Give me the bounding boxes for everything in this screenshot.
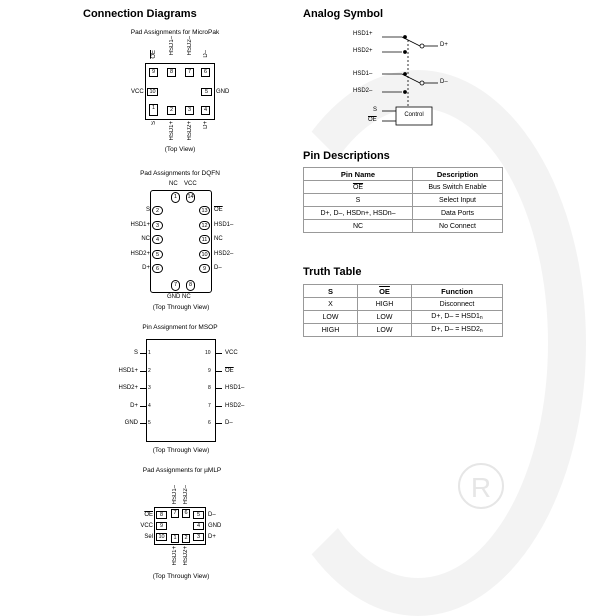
msop-lead-1 <box>140 353 146 354</box>
micropak-pin-4: 4 <box>201 106 210 115</box>
micropak-label-7: HSD2– <box>187 36 193 56</box>
micropak-pin-2: 2 <box>167 106 176 115</box>
dqfn-pin-7: 7 <box>171 280 180 291</box>
msop-pin-8: 8 <box>208 385 211 391</box>
dqfn-pin-5: 5 <box>152 250 163 259</box>
analog-hsd1m-label: HSD1– <box>353 71 373 77</box>
truth-function-header: Function <box>412 285 503 298</box>
msop-pin-2: 2 <box>148 367 151 374</box>
dqfn-caption: Pad Assignments for DQFN <box>140 170 220 177</box>
umlp-pin-6: 6 <box>182 509 190 518</box>
msop-pin-3: 3 <box>148 385 151 391</box>
micropak-pin-3: 3 <box>185 106 194 115</box>
registered-mark-icon: R <box>458 463 504 509</box>
umlp-caption: Pad Assignments for µMLP <box>142 467 222 474</box>
msop-lead-2 <box>140 371 146 372</box>
dqfn-pin-1: 1 <box>171 192 180 203</box>
msop-lead-7 <box>216 406 222 407</box>
truth-function-subscript: n <box>479 328 483 334</box>
analog-dm-label: D– <box>440 79 448 85</box>
pin-table-row <box>304 194 503 207</box>
micropak-pin-7: 7 <box>185 68 194 77</box>
truth-function-cell <box>412 298 503 311</box>
micropak-pin-8: 8 <box>167 68 176 77</box>
umlp-label-6: HSD2– <box>183 485 189 505</box>
msop-label-7: HSD2– <box>225 402 245 409</box>
msop-lead-8 <box>216 388 222 389</box>
analog-control-label: Control <box>404 112 424 118</box>
dqfn-label-2: S <box>145 207 150 213</box>
truth-oe-header: $\overline{OE}$ <box>358 285 412 298</box>
dqfn-label-11: NC <box>214 236 223 242</box>
umlp-pin-7: 7 <box>171 509 179 518</box>
msop-pin-1: 1 <box>148 350 151 356</box>
truth-function-cell <box>412 324 503 337</box>
msop-label-8: HSD1– <box>225 385 245 391</box>
msop-label-5: GND <box>124 420 138 426</box>
umlp-pin-10: 10 <box>156 533 167 541</box>
msop-pin-9: 9 <box>208 367 211 374</box>
micropak-pin-6: 6 <box>201 68 210 77</box>
truth-function-cell <box>412 311 503 324</box>
section-title-analog: Analog Symbol <box>303 8 384 20</box>
msop-label-1: S <box>133 350 138 356</box>
pin-table-row <box>304 207 503 220</box>
truth-table-row <box>304 298 503 311</box>
truth-s-cell: HIGH <box>304 324 358 337</box>
section-title-pin-descriptions: Pin Descriptions <box>303 150 390 162</box>
dqfn-pin-9: 9 <box>199 264 210 273</box>
micropak-gnd-label: GND <box>216 89 230 95</box>
pin-table-header <box>304 168 503 181</box>
msop-pin-6: 6 <box>208 420 211 426</box>
micropak-label-3: HSD2+ <box>187 121 193 141</box>
msop-label-3: HSD2+ <box>118 385 138 391</box>
umlp-pin-3: 3 <box>193 533 204 541</box>
msop-label-9: $\overline{OE}$ <box>225 367 234 374</box>
umlp-label-8: $\overline{OE}$ <box>144 512 153 518</box>
analog-dp-label: D+ <box>440 42 448 48</box>
msop-lead-10 <box>216 353 222 354</box>
pin-name-cell: $\overline{OE}$ <box>304 181 413 194</box>
truth-oe-cell: LOW <box>358 311 412 324</box>
dqfn-pin-3: 3 <box>152 221 163 230</box>
msop-label-2: HSD1+ <box>118 367 138 374</box>
micropak-label-9: OE <box>151 50 157 59</box>
pin-name-header: Pin Name <box>304 168 413 181</box>
umlp-label-1: HSD1+ <box>172 546 178 566</box>
msop-view: (Top Through View) <box>152 447 210 454</box>
micropak-label-2: HSD1+ <box>169 121 175 141</box>
dqfn-label-12: HSD1– <box>214 221 234 228</box>
msop-lead-9 <box>216 371 222 372</box>
umlp-pin-4: 4 <box>193 522 204 530</box>
dqfn-pin-6: 6 <box>152 264 163 273</box>
dqfn-label-8: NC <box>182 294 191 300</box>
analog-hsd2p-label: HSD2+ <box>353 48 373 54</box>
analog-hsd1p-label: HSD1+ <box>353 31 373 37</box>
umlp-pin-9: 9 <box>156 522 167 530</box>
msop-pin-4: 4 <box>148 402 151 409</box>
micropak-view: (Top View) <box>164 146 196 153</box>
dqfn-pin-12: 12 <box>199 221 210 230</box>
msop-pin-7: 7 <box>208 402 211 409</box>
pin-name-cell: NC <box>304 220 413 233</box>
msop-caption: Pin Assignment for MSOP <box>142 324 218 331</box>
dqfn-view: (Top Through View) <box>152 304 210 311</box>
umlp-pin-5: 5 <box>193 511 204 519</box>
pin-description-table <box>303 167 503 233</box>
pin-desc-cell: No Connect <box>413 220 503 233</box>
pin-desc-cell: Select Input <box>413 194 503 207</box>
msop-lead-5 <box>140 423 146 424</box>
truth-function-text: Disconnect <box>439 300 475 308</box>
analog-oe-label: $\overline{OE}$ <box>368 117 377 123</box>
umlp-pin-1: 1 <box>171 534 179 543</box>
micropak-pin-5: 5 <box>201 88 212 96</box>
msop-lead-4 <box>140 406 146 407</box>
micropak-label-1: S <box>151 121 157 126</box>
truth-s-header: S <box>304 285 358 298</box>
msop-label-6: D– <box>225 420 233 426</box>
truth-s-cell: LOW <box>304 311 358 324</box>
truth-oe-cell: HIGH <box>358 298 412 311</box>
dqfn-label-9: D– <box>214 265 222 271</box>
micropak-vcc-label: VCC <box>131 89 144 95</box>
umlp-label-9: VCC <box>140 523 153 529</box>
truth-function-text: D+, D– = HSD2 <box>431 326 480 333</box>
msop-label-4: D+ <box>130 402 138 409</box>
pin-name-cell: S <box>304 194 413 207</box>
dqfn-label-6: D+ <box>142 265 150 271</box>
dqfn-label-7: GND <box>167 294 181 300</box>
truth-table-header <box>304 285 503 298</box>
truth-function-subscript: n <box>479 315 483 321</box>
truth-table-row <box>304 311 503 324</box>
umlp-label-7: HSD1– <box>172 485 178 505</box>
umlp-view: (Top Through View) <box>152 573 210 580</box>
umlp-label-5: D– <box>208 512 216 518</box>
pin-desc-cell: Data Ports <box>413 207 503 220</box>
truth-s-cell: X <box>304 298 358 311</box>
msop-pin-10: 10 <box>205 350 211 356</box>
truth-function-text: D+, D– = HSD1 <box>431 313 480 320</box>
pin-desc-header: Description <box>413 168 503 181</box>
umlp-pin-2: 2 <box>182 534 190 543</box>
truth-table-row <box>304 324 503 337</box>
micropak-caption: Pad Assignments for MicroPak <box>130 29 220 36</box>
umlp-label-4: GND <box>208 523 222 529</box>
section-title-connection: Connection Diagrams <box>83 8 197 20</box>
pin-table-row <box>304 220 503 233</box>
msop-label-10: VCC <box>225 350 238 356</box>
dqfn-pin-4: 4 <box>152 235 163 244</box>
analog-s-label: S <box>373 107 378 113</box>
dqfn-label-14: VCC <box>184 181 197 187</box>
pin-desc-cell: Bus Switch Enable <box>413 181 503 194</box>
dqfn-label-1: NC <box>169 181 178 187</box>
pin-name-cell: D+, D–, HSDn+, HSDn– <box>304 207 413 220</box>
umlp-label-2: HSD2+ <box>183 546 189 566</box>
dqfn-pin-10: 10 <box>199 250 210 259</box>
dqfn-pin-8: 8 <box>186 280 195 291</box>
msop-lead-6 <box>216 423 222 424</box>
umlp-label-10: Sel <box>144 534 153 540</box>
pin-table-row <box>304 181 503 194</box>
umlp-label-3: D+ <box>208 534 216 540</box>
dqfn-pin-2: 2 <box>152 206 163 215</box>
dqfn-label-4: NC <box>141 236 150 242</box>
dqfn-label-10: HSD2– <box>214 250 234 257</box>
dqfn-pin-13: 13 <box>199 206 210 215</box>
micropak-label-8: HSD1– <box>169 36 175 56</box>
dqfn-pin-14: 14 <box>186 192 195 203</box>
section-title-truth-table: Truth Table <box>303 266 362 278</box>
dqfn-label-13: $\overline{OE}$ <box>214 207 223 213</box>
micropak-pin-9: 9 <box>149 68 158 77</box>
analog-hsd2m-label: HSD2– <box>353 88 373 94</box>
micropak-label-6: D– <box>203 50 209 58</box>
dqfn-pin-11: 11 <box>199 235 210 244</box>
msop-lead-3 <box>140 388 146 389</box>
truth-table <box>303 284 503 337</box>
micropak-pin-10: 10 <box>147 88 158 96</box>
micropak-pin-1: 1 <box>149 104 158 116</box>
dqfn-label-3: HSD1+ <box>130 221 150 228</box>
truth-oe-cell: LOW <box>358 324 412 337</box>
umlp-pin-8: 8 <box>156 511 167 519</box>
dqfn-label-5: HSD2+ <box>130 250 150 257</box>
watermark-arc <box>250 70 586 616</box>
micropak-label-4: D+ <box>203 121 209 129</box>
msop-pin-5: 5 <box>148 420 151 426</box>
